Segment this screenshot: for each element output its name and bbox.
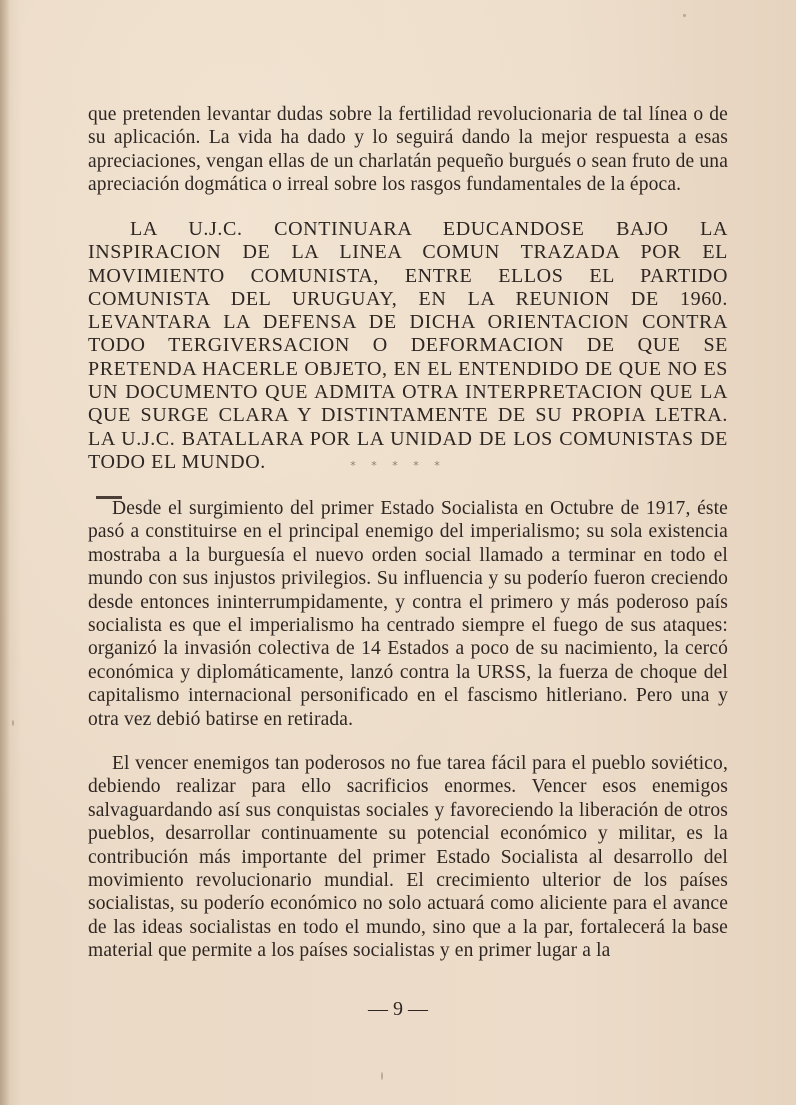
page-edge-shadow — [0, 0, 10, 1105]
paragraph-first-socialist-state — [88, 497, 728, 731]
paragraph-continuation — [88, 103, 728, 197]
paragraph-text: El vencer enemigos tan poderosos no fue tarea fácil para el pueblo soviético, debiendo realizar para ello sacrificios enormes. Vencer esos enemigos salvaguardando así sus conquistas sociales y favoreciendo la liberación de otros pueblos, desarrollar continuamente su potencial económico y militar, es la contribución más importante del primer Estado Socialista al desarrollo del movimiento revolucionario mundial. El crecimiento ulterior de los países socialistas, su poderío económico no solo actuará como aliciente para el avance de las ideas socialistas en todo el mundo, sino que a la par, fortalecerá la base material que permite a los países socialistas y en primer lugar a la — [88, 753, 728, 962]
paper-speck — [381, 1072, 383, 1080]
paragraph-resolution-uppercase — [88, 218, 728, 474]
page-number: — 9 — — [368, 998, 428, 1020]
paper-speck — [12, 720, 14, 726]
paragraph-soviet-people — [88, 752, 728, 963]
paper-speck — [683, 14, 686, 17]
paragraph-text: Desde el surgimiento del primer Estado Socialista en Octubre de 1917, éste pasó a constituirse en el principal enemigo del imperialismo; su sola existencia mostraba a la burguesía el nuevo orden social llamado a terminar en todo el mundo con sus injustos privilegios. Su influencia y su poderío fueron creciendo desde entonces ininterrumpidamente, y contra el primero y más poderoso país socialista es que el imperialismo ha centrado siempre el fuego de sus ataques: organizó la invasión colectiva de 14 Estados a poco de su nacimiento, la cercó económica y diplomáticamente, lanzó contra la URSS, la fuerza de choque del capitalismo internacional personificado en el fascismo hitleriano. Pero una y otra vez debió batirse en retirada. — [88, 498, 728, 730]
section-separator: * * * * * — [350, 459, 446, 472]
paragraph-text: que pretenden levantar dudas sobre la fertilidad revolucionaria de tal línea o de su aplicación. La vida ha dado y lo seguirá dando la mejor respuesta a esas apreciaciones, vengan ellas de un charlatán pequeño burgués o sean fruto de una apreciación dogmática o irreal sobre los rasgos fundamentales de la época. — [88, 104, 728, 196]
paragraph-text: LA U.J.C. CONTINUARA EDUCANDOSE BAJO LA INSPIRACION DE LA LINEA COMUN TRAZADA POR EL MOVIMIENTO COMUNISTA, ENTRE ELLOS EL PARTIDO COMUNISTA DEL URUGUAY, EN LA REUNION DE 1960. LEVANTARA LA DEFENSA DE DICHA ORIENTACION CONTRA TODO TERGIVERSACION O DEFORMACION DE QUE SE PRETENDA HACERLE OBJETO, EN EL ENTENDIDO DE QUE NO ES UN DOCUMENTO QUE ADMITA OTRA INTERPRETACION QUE LA QUE SURGE CLARA Y DISTINTAMENTE DE SU PROPIA LETRA. LA U.J.C. BATALLARA POR LA UNIDAD DE LOS COMUNISTAS DE TODO EL MUNDO. — [88, 218, 728, 473]
